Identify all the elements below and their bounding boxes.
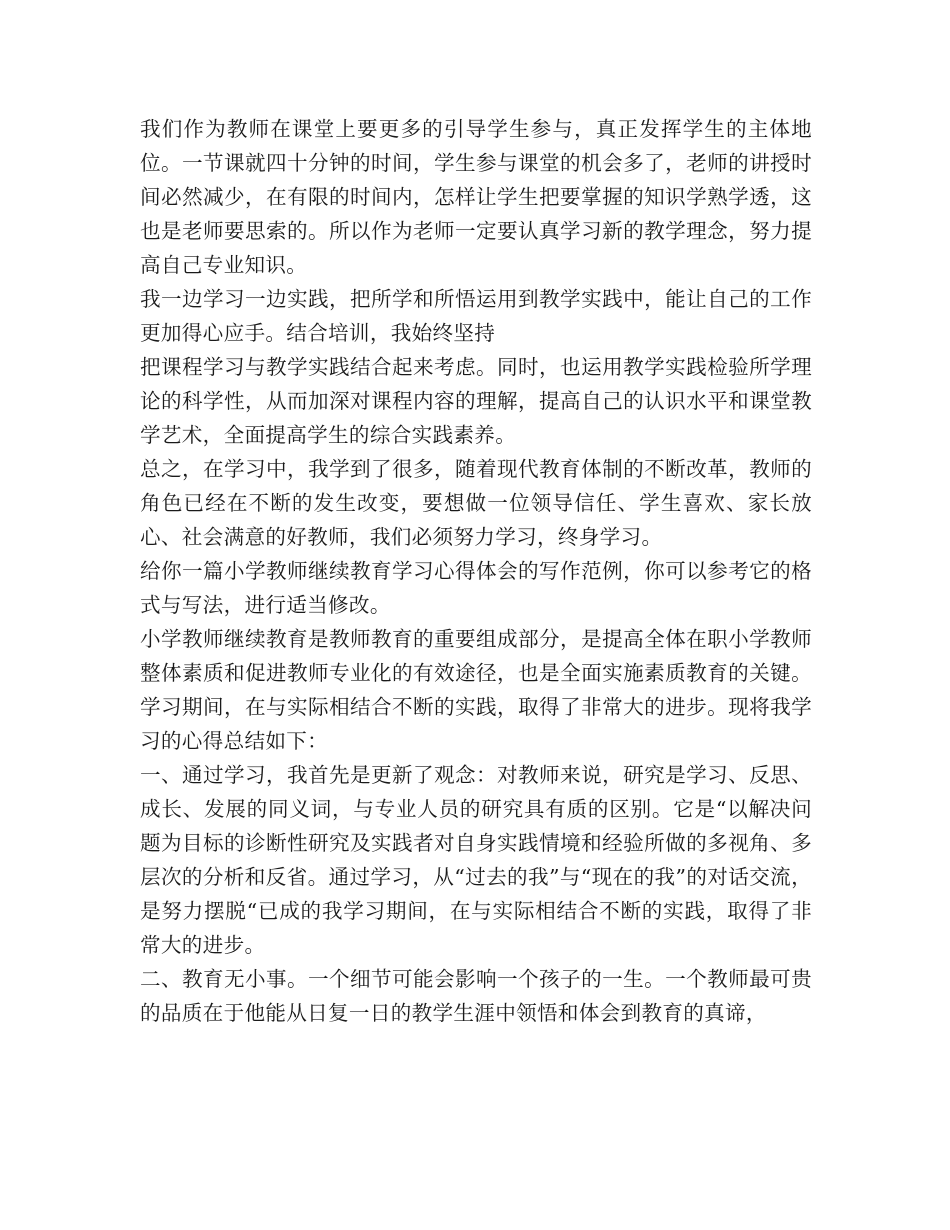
paragraph-6: 小学教师继续教育是教师教育的重要组成部分，是提高全体在职小学教师整体素质和促进教师专业化的有效途径，也是全面实施素质教育的关键。学习期间，在与实际相结合不断的实践，取得了非常大的进步。现将我学习的心得总结如下：: [140, 627, 812, 753]
paragraph-2: 我一边学习一边实践，把所学和所悟运用到教学实践中，能让自己的工作更加得心应手。结合培训，我始终坚持: [140, 287, 812, 345]
paragraph-5: 给你一篇小学教师继续教育学习心得体会的写作范例，你可以参考它的格式与写法，进行适当修改。: [140, 559, 812, 617]
paragraph-3: 把课程学习与教学实践结合起来考虑。同时，也运用教学实践检验所学理论的科学性，从而加深对课程内容的理解，提高自己的认识水平和课堂教学艺术，全面提高学生的综合实践素养。: [140, 355, 812, 447]
paragraph-8: 二、教育无小事。一个细节可能会影响一个孩子的一生。一个教师最可贵的品质在于他能从日复一日的教学生涯中领悟和体会到教育的真谛，: [140, 967, 812, 1025]
paragraph-4: 总之，在学习中，我学到了很多，随着现代教育体制的不断改革，教师的角色已经在不断的发生改变，要想做一位领导信任、学生喜欢、家长放心、社会满意的好教师，我们必须努力学习，终身学习。: [140, 457, 812, 549]
document-body: [140, 112, 812, 1030]
paragraph-1: 我们作为教师在课堂上要更多的引导学生参与，真正发挥学生的主体地位。一节课就四十分钟的时间，学生参与课堂的机会多了，老师的讲授时间必然减少，在有限的时间内，怎样让学生把要掌握的知识学熟学透，这也是老师要思索的。所以作为老师一定要认真学习新的教学理念，努力提高自己专业知识。: [140, 117, 812, 277]
paragraph-7: 一、通过学习，我首先是更新了观念：对教师来说，研究是学习、反思、成长、发展的同义词，与专业人员的研究具有质的区别。它是“以解决问题为目标的诊断性研究及实践者对自身实践情境和经验所做的多视角、多层次的分析和反省。通过学习，从“过去的我”与“现在的我”的对话交流，是努力摆脱“已成的我学习期间，在与实际相结合不断的实践，取得了非常大的进步。: [140, 763, 812, 957]
